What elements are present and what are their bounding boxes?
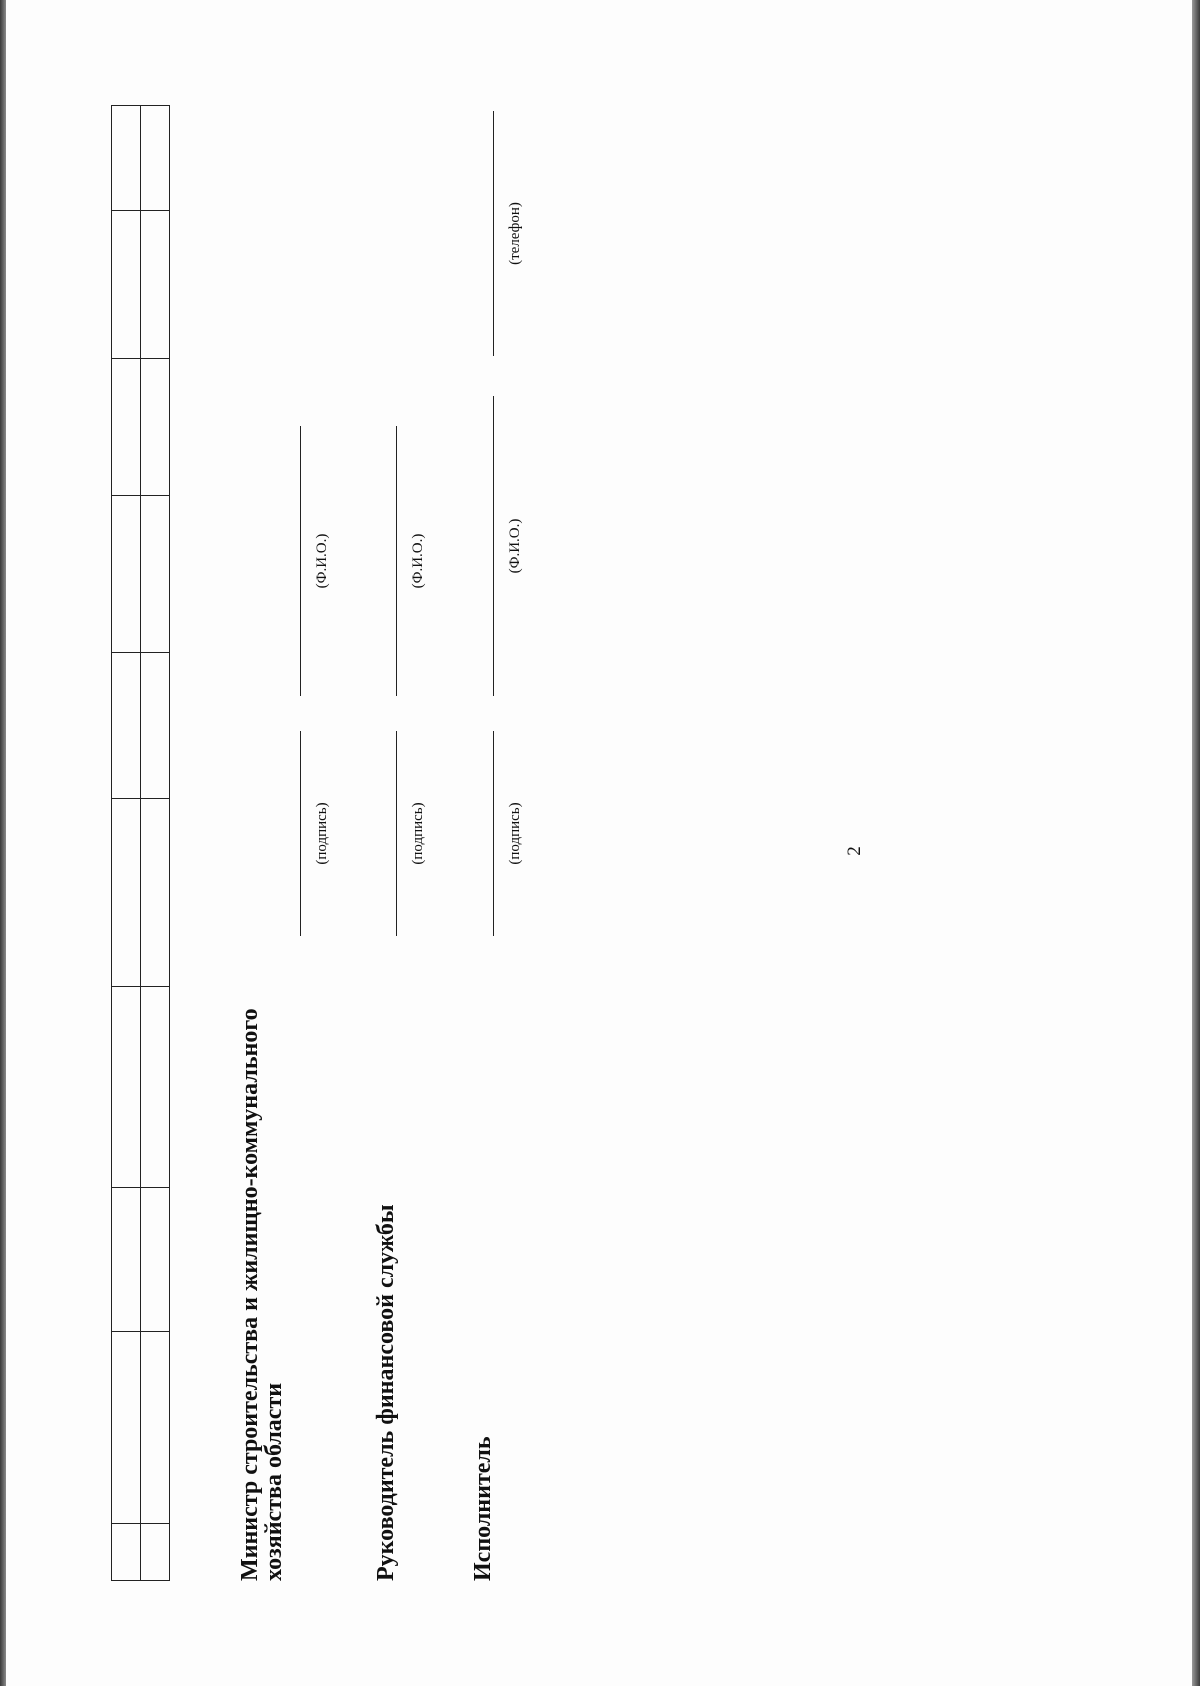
finance-head-title: Руководитель финансовой службы	[373, 1204, 399, 1581]
minister-signature-line[interactable]	[300, 731, 301, 936]
minister-name-caption: (Ф.И.О.)	[314, 533, 330, 589]
table-cell	[141, 799, 170, 987]
table-cell	[112, 359, 141, 496]
finance-head-signature-line[interactable]	[396, 731, 397, 936]
minister-signature-caption: (подпись)	[314, 802, 330, 865]
table-cell	[141, 496, 170, 653]
table-cell	[141, 987, 170, 1188]
table-cell	[141, 359, 170, 496]
table-cell	[141, 1188, 170, 1332]
executor-title: Исполнитель	[470, 1436, 496, 1581]
table-cell	[112, 496, 141, 653]
table-cell	[112, 1332, 141, 1524]
table-row	[112, 106, 141, 1581]
table-cell	[141, 1332, 170, 1524]
executor-phone-caption: (телефон)	[507, 202, 523, 265]
executor-signature-caption: (подпись)	[507, 802, 523, 865]
table-cell	[112, 106, 141, 211]
rotated-page	[6, 0, 1192, 1686]
table-cell	[112, 1524, 141, 1581]
executor-name-caption: (Ф.И.О.)	[507, 518, 523, 574]
table-cell	[112, 653, 141, 799]
minister-title: Министр строительства и жилищно-коммунального хозяйства области	[237, 1008, 287, 1581]
table-cell	[141, 211, 170, 359]
finance-head-name-line[interactable]	[396, 426, 397, 696]
table-cell	[141, 653, 170, 799]
executor-name-line[interactable]	[493, 396, 494, 696]
executor-signature-line[interactable]	[493, 731, 494, 936]
table-cell	[141, 106, 170, 211]
finance-head-signature-caption: (подпись)	[410, 802, 426, 865]
finance-head-name-caption: (Ф.И.О.)	[410, 533, 426, 589]
table-cell	[112, 799, 141, 987]
table-cell	[112, 211, 141, 359]
scan-edge-right	[1192, 0, 1200, 1686]
executor-phone-line[interactable]	[493, 111, 494, 356]
data-table	[111, 105, 170, 1581]
table-row	[141, 106, 170, 1581]
minister-name-line[interactable]	[300, 426, 301, 696]
table-cell	[112, 987, 141, 1188]
table-cell	[112, 1188, 141, 1332]
page-number: 2	[844, 846, 865, 856]
document-sheet	[6, 0, 1192, 1686]
table-cell	[141, 1524, 170, 1581]
